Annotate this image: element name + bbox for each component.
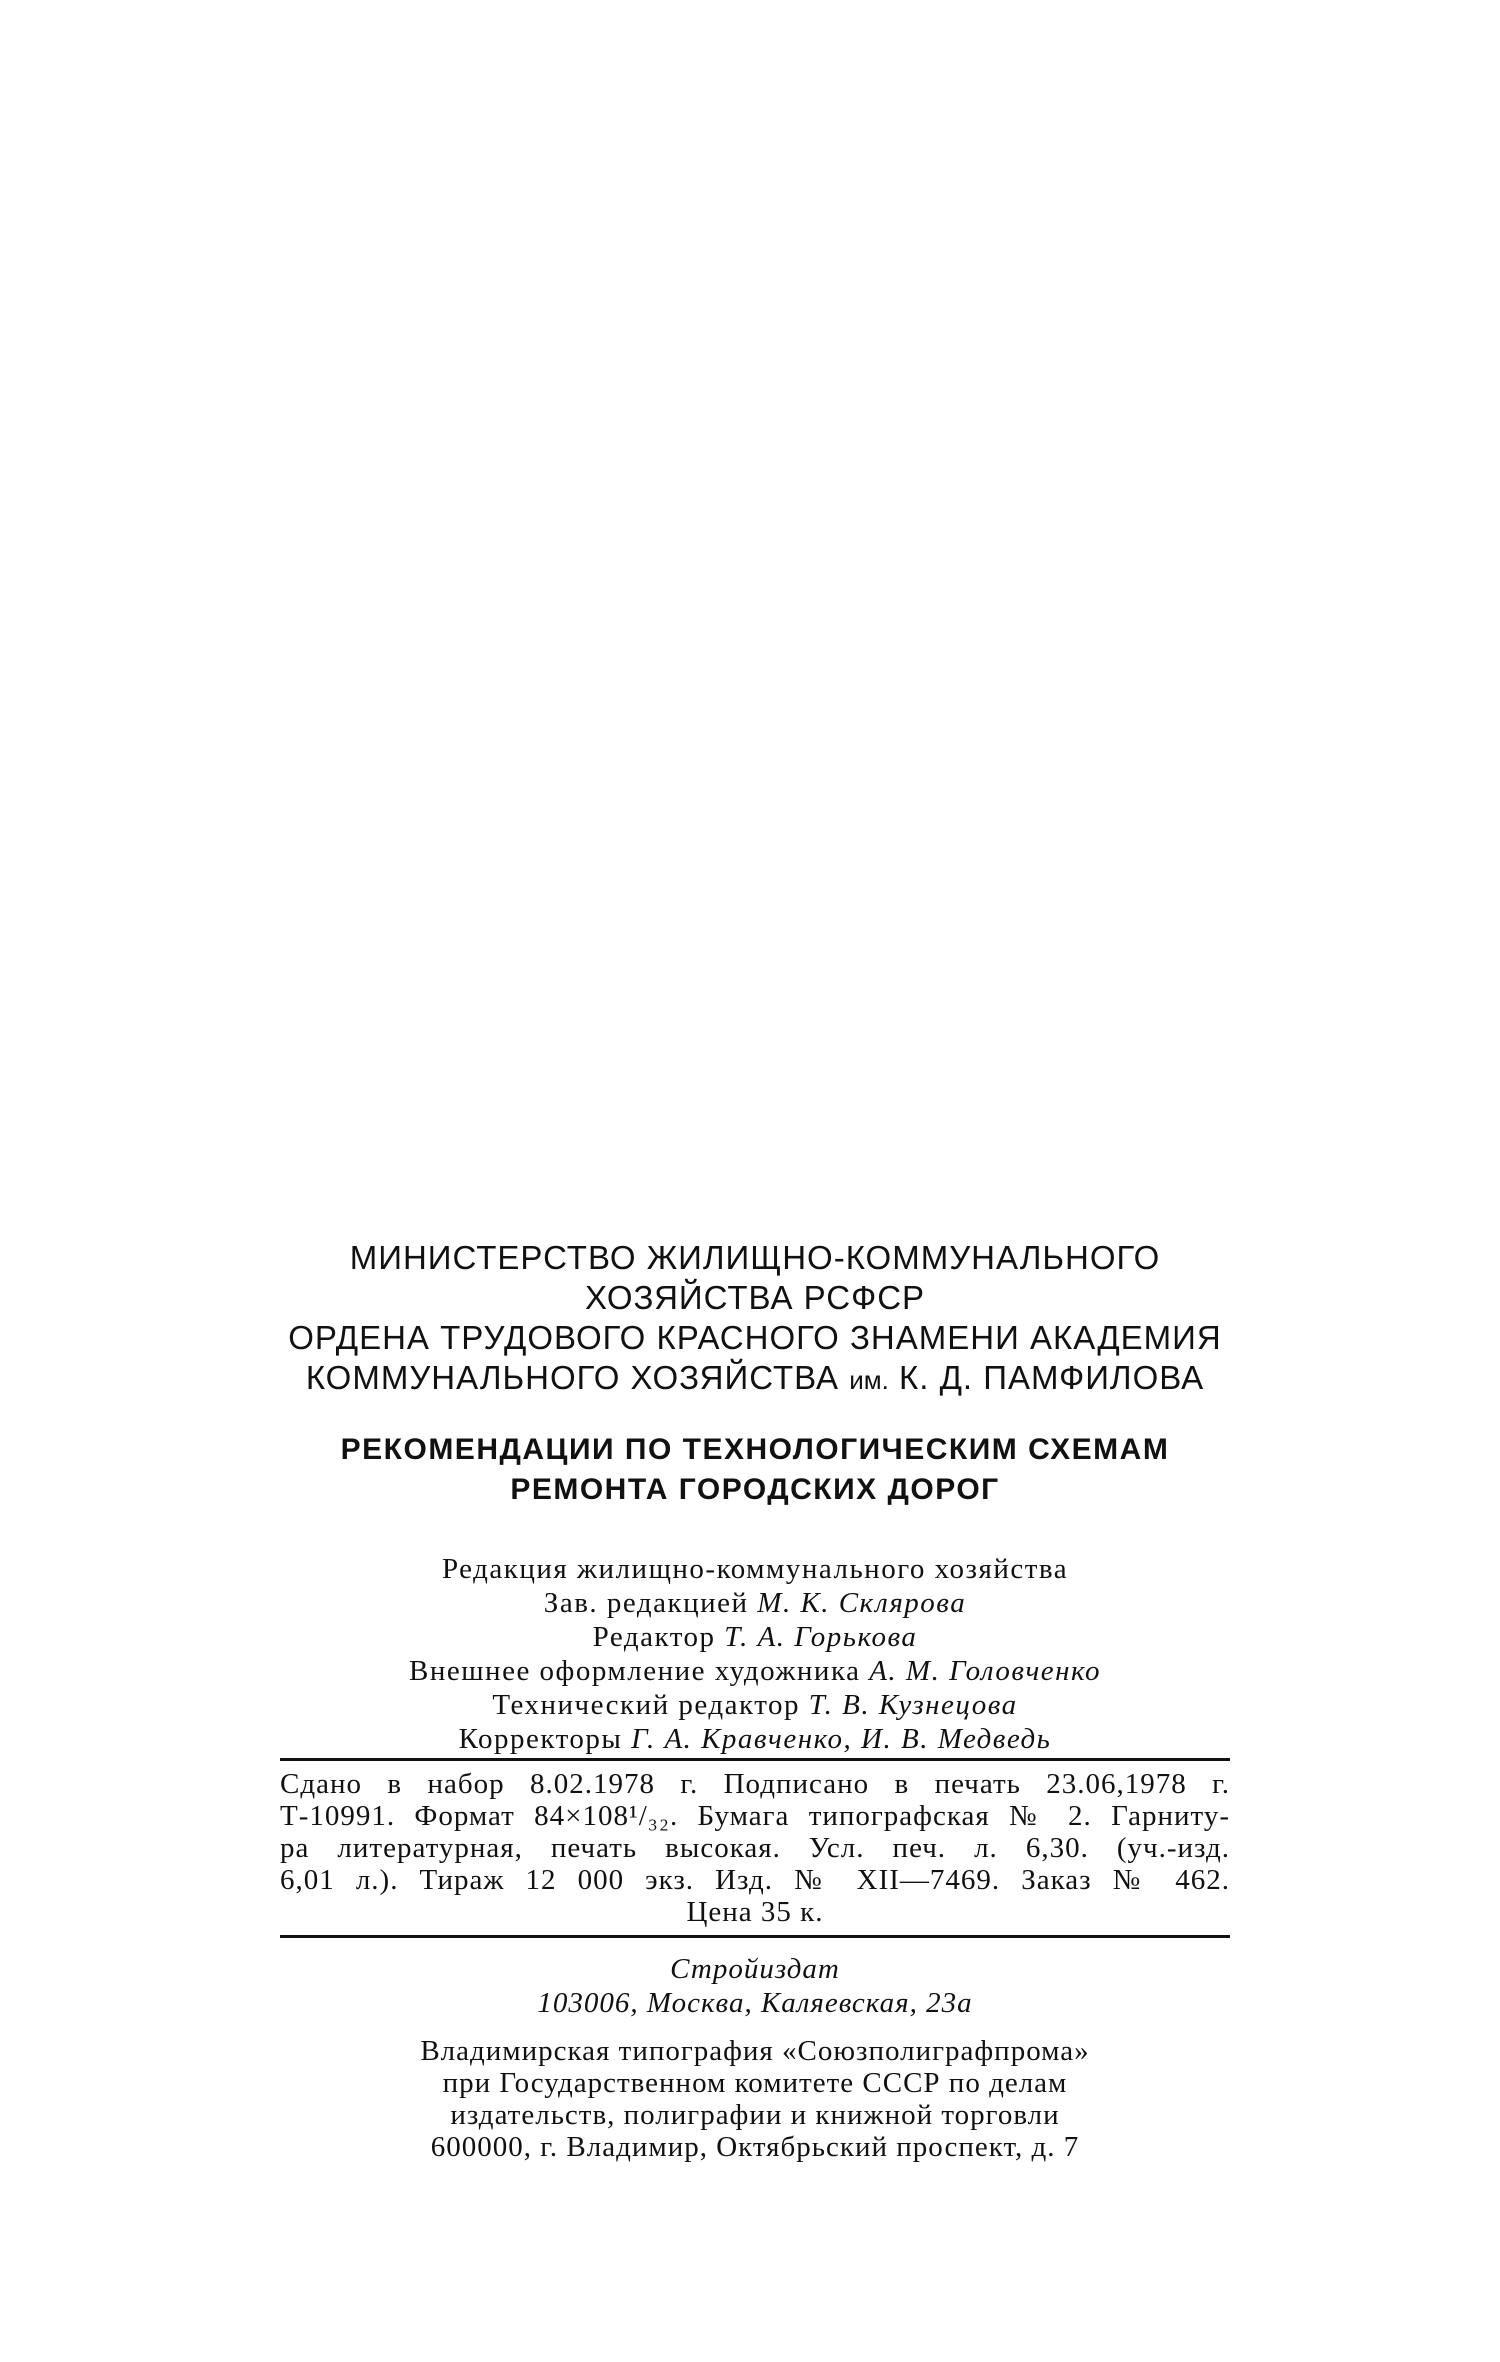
imprint-price: Цена 35 к. (686, 1896, 824, 1928)
imprint-line-3: ра литературная, печать высокая. Усл. печ. л. 6,30. (уч.-изд. (280, 1832, 1230, 1864)
credits-head-label: Зав. редакцией (543, 1587, 749, 1619)
credits-edition: Редакция жилищно-коммунального хозяйства (441, 1553, 1069, 1585)
ministry-line-1: МИНИСТЕРСТВО ЖИЛИЩНО-КОММУНАЛЬНОГО (349, 1239, 1161, 1276)
credits-design (280, 1654, 1230, 1688)
book-title (280, 1430, 1230, 1510)
academy-line-2b: им. (849, 1365, 889, 1395)
printer (280, 2035, 1230, 2163)
publisher (280, 1952, 1230, 2020)
credits-editor-label: Редактор (592, 1621, 716, 1653)
credits-design-name: А. М. Головченко (869, 1655, 1102, 1687)
ministry-header (280, 1238, 1230, 1318)
academy-line-2a: КОММУНАЛЬНОГО ХОЗЯЙСТВА (305, 1359, 840, 1396)
credits-head (280, 1586, 1230, 1620)
credits-editor-name: Т. А. Горькова (724, 1621, 918, 1653)
book-title-line-1: РЕКОМЕНДАЦИИ ПО ТЕХНОЛОГИЧЕСКИМ СХЕМАМ (340, 1433, 1170, 1466)
academy-line-2c: К. Д. ПАМФИЛОВА (899, 1359, 1205, 1396)
publisher-address: 103006, Москва, Каляевская, 23а (537, 1987, 973, 2019)
credits-editor (280, 1620, 1230, 1654)
ministry-line-2: ХОЗЯЙСТВА РСФСР (584, 1279, 926, 1316)
academy-line-2 (280, 1358, 1230, 1400)
credits-tech (280, 1688, 1230, 1722)
printer-line-2: при Государственном комитете СССР по делам (442, 2067, 1068, 2099)
credits-proof-label: Корректоры (458, 1723, 623, 1755)
printer-line-4: 600000, г. Владимир, Октябрьский проспект, д. 7 (430, 2131, 1080, 2163)
imprint-line-4: 6,01 л.). Тираж 12 000 экз. Изд. № XII—7469. Заказ № 462. (280, 1864, 1230, 1896)
credits-tech-label: Технический редактор (492, 1689, 801, 1721)
academy-header (280, 1318, 1230, 1400)
credits-proof-names: Г. А. Кравченко, И. В. Медведь (631, 1723, 1052, 1755)
imprint-line-2: Т-10991. Формат 84×108¹/₃₂. Бумага типографская № 2. Гарниту- (280, 1800, 1230, 1832)
credits-tech-name: Т. В. Кузнецова (808, 1689, 1018, 1721)
book-title-line-2: РЕМОНТА ГОРОДСКИХ ДОРОГ (510, 1473, 1000, 1506)
imprint (280, 1768, 1230, 1928)
printer-line-1: Владимирская типография «Союзполиграфпрома» (420, 2035, 1090, 2067)
academy-line-1: ОРДЕНА ТРУДОВОГО КРАСНОГО ЗНАМЕНИ АКАДЕМИЯ (288, 1319, 1222, 1356)
credits-design-label: Внешнее оформление художника (408, 1655, 861, 1687)
printer-line-3: издательств, полиграфии и книжной торговли (450, 2099, 1060, 2131)
credits-head-name: М. К. Склярова (757, 1587, 967, 1619)
credits-proof (280, 1722, 1230, 1756)
rule-top (280, 1758, 1230, 1761)
credits (280, 1552, 1230, 1756)
rule-bottom (280, 1935, 1230, 1938)
publisher-name: Стройиздат (670, 1953, 840, 1985)
imprint-line-1: Сдано в набор 8.02.1978 г. Подписано в печать 23.06,1978 г. (280, 1768, 1230, 1800)
